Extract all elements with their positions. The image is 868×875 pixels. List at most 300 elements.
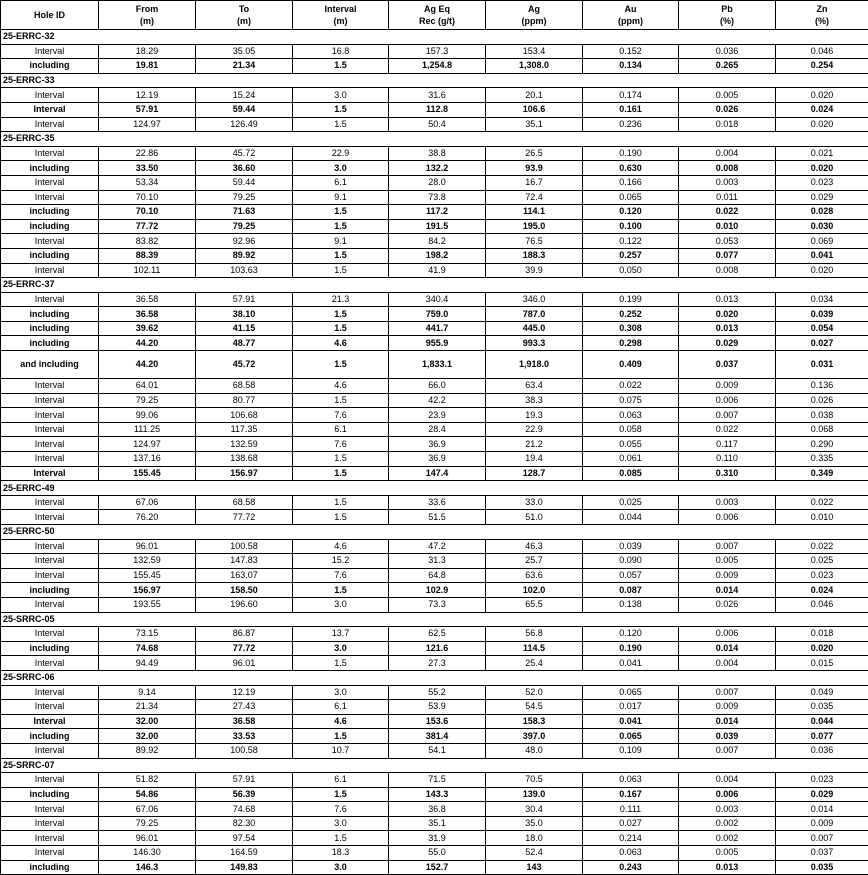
pb-value: 0.008 xyxy=(679,263,776,278)
ag-eq-value: 147.4 xyxy=(389,466,486,481)
table-row xyxy=(1,568,868,583)
ag-eq-value: 153.6 xyxy=(389,714,486,729)
interval-value: 4.6 xyxy=(293,379,389,394)
zn-value: 0.027 xyxy=(776,336,868,351)
au-value: 0.041 xyxy=(583,656,679,671)
interval-label: including xyxy=(1,307,99,322)
table-row xyxy=(1,831,868,846)
zn-value: 0.349 xyxy=(776,466,868,481)
hole-id-row xyxy=(1,670,868,685)
pb-value: 0.002 xyxy=(679,816,776,831)
ag-value: 52.4 xyxy=(486,846,583,861)
from-value: 33.50 xyxy=(99,161,196,176)
zn-value: 0.022 xyxy=(776,539,868,554)
interval-value: 1.5 xyxy=(293,117,389,132)
to-value: 100.58 xyxy=(196,539,293,554)
zn-value: 0.014 xyxy=(776,802,868,817)
zn-value: 0.020 xyxy=(776,263,868,278)
to-value: 33.53 xyxy=(196,729,293,744)
interval-value: 21.3 xyxy=(293,292,389,307)
zn-value: 0.024 xyxy=(776,102,868,117)
pb-value: 0.110 xyxy=(679,452,776,467)
interval-value: 1.5 xyxy=(293,205,389,220)
table-row xyxy=(1,117,868,132)
to-value: 106.68 xyxy=(196,408,293,423)
interval-value: 13.7 xyxy=(293,627,389,642)
interval-value: 1.5 xyxy=(293,466,389,481)
ag-value: 114.5 xyxy=(486,641,583,656)
interval-label: Interval xyxy=(1,379,99,394)
ag-eq-value: 112.8 xyxy=(389,102,486,117)
pb-value: 0.013 xyxy=(679,292,776,307)
to-value: 57.91 xyxy=(196,773,293,788)
ag-eq-value: 28.0 xyxy=(389,175,486,190)
table-row xyxy=(1,729,868,744)
interval-label: Interval xyxy=(1,44,99,59)
au-value: 0.041 xyxy=(583,714,679,729)
au-value: 0.298 xyxy=(583,336,679,351)
ag-value: 46.3 xyxy=(486,539,583,554)
zn-value: 0.020 xyxy=(776,161,868,176)
ag-value: 128.7 xyxy=(486,466,583,481)
ag-eq-value: 47.2 xyxy=(389,539,486,554)
from-value: 124.97 xyxy=(99,437,196,452)
column-header-ag-eq: Ag Eq Rec (g/t) xyxy=(389,1,486,30)
ag-eq-value: 71.5 xyxy=(389,773,486,788)
pb-value: 0.008 xyxy=(679,161,776,176)
ag-eq-value: 28.4 xyxy=(389,422,486,437)
ag-eq-value: 36.9 xyxy=(389,452,486,467)
zn-value: 0.046 xyxy=(776,597,868,612)
table-row xyxy=(1,379,868,394)
ag-eq-value: 35.1 xyxy=(389,816,486,831)
ag-value: 114.1 xyxy=(486,205,583,220)
table-row xyxy=(1,321,868,336)
from-value: 155.45 xyxy=(99,466,196,481)
table-row xyxy=(1,205,868,220)
au-value: 0.087 xyxy=(583,583,679,598)
ag-value: 70.5 xyxy=(486,773,583,788)
ag-eq-value: 62.5 xyxy=(389,627,486,642)
interval-label: including xyxy=(1,219,99,234)
ag-eq-value: 381.4 xyxy=(389,729,486,744)
to-value: 147.83 xyxy=(196,554,293,569)
interval-label: Interval xyxy=(1,466,99,481)
from-value: 83.82 xyxy=(99,234,196,249)
interval-label: including xyxy=(1,729,99,744)
from-value: 132.59 xyxy=(99,554,196,569)
from-value: 18.29 xyxy=(99,44,196,59)
interval-value: 1.5 xyxy=(293,495,389,510)
interval-value: 6.1 xyxy=(293,700,389,715)
to-value: 38.10 xyxy=(196,307,293,322)
ag-eq-value: 36.8 xyxy=(389,802,486,817)
au-value: 0.111 xyxy=(583,802,679,817)
zn-value: 0.069 xyxy=(776,234,868,249)
pb-value: 0.009 xyxy=(679,379,776,394)
interval-label: Interval xyxy=(1,510,99,525)
zn-value: 0.021 xyxy=(776,146,868,161)
interval-value: 7.6 xyxy=(293,437,389,452)
zn-value: 0.009 xyxy=(776,816,868,831)
zn-value: 0.068 xyxy=(776,422,868,437)
ag-value: 188.3 xyxy=(486,248,583,263)
from-value: 102.11 xyxy=(99,263,196,278)
to-value: 103.63 xyxy=(196,263,293,278)
table-row xyxy=(1,393,868,408)
au-value: 0.166 xyxy=(583,175,679,190)
to-value: 45.72 xyxy=(196,146,293,161)
from-value: 94.49 xyxy=(99,656,196,671)
ag-eq-value: 31.6 xyxy=(389,88,486,103)
zn-value: 0.054 xyxy=(776,321,868,336)
zn-value: 0.010 xyxy=(776,510,868,525)
au-value: 0.308 xyxy=(583,321,679,336)
ag-value: 51.0 xyxy=(486,510,583,525)
zn-value: 0.031 xyxy=(776,351,868,379)
zn-value: 0.335 xyxy=(776,452,868,467)
zn-value: 0.026 xyxy=(776,393,868,408)
ag-eq-value: 157.3 xyxy=(389,44,486,59)
ag-eq-value: 31.3 xyxy=(389,554,486,569)
interval-value: 1.5 xyxy=(293,656,389,671)
ag-eq-value: 42.2 xyxy=(389,393,486,408)
ag-value: 787.0 xyxy=(486,307,583,322)
hole-id: 25-ERRC-50 xyxy=(1,525,868,540)
pb-value: 0.009 xyxy=(679,700,776,715)
au-value: 0.058 xyxy=(583,422,679,437)
to-value: 158.50 xyxy=(196,583,293,598)
interval-value: 6.1 xyxy=(293,422,389,437)
zn-value: 0.020 xyxy=(776,88,868,103)
pb-value: 0.004 xyxy=(679,656,776,671)
au-value: 0.039 xyxy=(583,539,679,554)
ag-value: 153.4 xyxy=(486,44,583,59)
column-header-ag: Ag (ppm) xyxy=(486,1,583,30)
zn-value: 0.029 xyxy=(776,787,868,802)
from-value: 67.06 xyxy=(99,495,196,510)
to-value: 36.58 xyxy=(196,714,293,729)
table-row xyxy=(1,146,868,161)
interval-value: 7.6 xyxy=(293,408,389,423)
to-value: 41.15 xyxy=(196,321,293,336)
au-value: 0.152 xyxy=(583,44,679,59)
table-row xyxy=(1,263,868,278)
ag-eq-value: 955.9 xyxy=(389,336,486,351)
table-row xyxy=(1,773,868,788)
table-row xyxy=(1,787,868,802)
ag-eq-value: 340.4 xyxy=(389,292,486,307)
interval-value: 18.3 xyxy=(293,846,389,861)
from-value: 32.00 xyxy=(99,714,196,729)
ag-eq-value: 84.2 xyxy=(389,234,486,249)
zn-value: 0.077 xyxy=(776,729,868,744)
ag-value: 106.6 xyxy=(486,102,583,117)
to-value: 82.30 xyxy=(196,816,293,831)
ag-eq-value: 55.2 xyxy=(389,685,486,700)
ag-value: 48.0 xyxy=(486,743,583,758)
zn-value: 0.041 xyxy=(776,248,868,263)
from-value: 39.62 xyxy=(99,321,196,336)
from-value: 193.55 xyxy=(99,597,196,612)
ag-value: 52.0 xyxy=(486,685,583,700)
interval-value: 1.5 xyxy=(293,59,389,74)
au-value: 0.057 xyxy=(583,568,679,583)
hole-id-row xyxy=(1,758,868,773)
interval-value: 15.2 xyxy=(293,554,389,569)
column-header-from: From (m) xyxy=(99,1,196,30)
zn-value: 0.022 xyxy=(776,495,868,510)
to-value: 100.58 xyxy=(196,743,293,758)
hole-id: 25-ERRC-32 xyxy=(1,30,868,45)
table-row xyxy=(1,597,868,612)
pb-value: 0.007 xyxy=(679,539,776,554)
interval-value: 4.6 xyxy=(293,714,389,729)
table-row xyxy=(1,510,868,525)
to-value: 12.19 xyxy=(196,685,293,700)
hole-id: 25-SRRC-07 xyxy=(1,758,868,773)
interval-value: 1.5 xyxy=(293,102,389,117)
pb-value: 0.004 xyxy=(679,146,776,161)
ag-eq-value: 66.0 xyxy=(389,379,486,394)
interval-label: Interval xyxy=(1,190,99,205)
hole-id: 25-ERRC-49 xyxy=(1,481,868,496)
au-value: 0.134 xyxy=(583,59,679,74)
ag-value: 21.2 xyxy=(486,437,583,452)
hole-id-row xyxy=(1,73,868,88)
table-row xyxy=(1,102,868,117)
to-value: 74.68 xyxy=(196,802,293,817)
table-row xyxy=(1,307,868,322)
to-value: 164.59 xyxy=(196,846,293,861)
ag-eq-value: 1,833.1 xyxy=(389,351,486,379)
zn-value: 0.290 xyxy=(776,437,868,452)
interval-label: Interval xyxy=(1,408,99,423)
ag-value: 22.9 xyxy=(486,422,583,437)
pb-value: 0.310 xyxy=(679,466,776,481)
ag-eq-value: 33.6 xyxy=(389,495,486,510)
ag-value: 33.0 xyxy=(486,495,583,510)
ag-eq-value: 441.7 xyxy=(389,321,486,336)
pb-value: 0.007 xyxy=(679,408,776,423)
ag-value: 26.5 xyxy=(486,146,583,161)
pb-value: 0.005 xyxy=(679,554,776,569)
to-value: 68.58 xyxy=(196,379,293,394)
au-value: 0.063 xyxy=(583,408,679,423)
zn-value: 0.044 xyxy=(776,714,868,729)
to-value: 79.25 xyxy=(196,219,293,234)
zn-value: 0.007 xyxy=(776,831,868,846)
au-value: 0.022 xyxy=(583,379,679,394)
ag-eq-value: 50.4 xyxy=(389,117,486,132)
ag-value: 993.3 xyxy=(486,336,583,351)
au-value: 0.090 xyxy=(583,554,679,569)
table-row xyxy=(1,627,868,642)
pb-value: 0.013 xyxy=(679,860,776,875)
ag-eq-value: 1,254.8 xyxy=(389,59,486,74)
ag-value: 19.4 xyxy=(486,452,583,467)
to-value: 79.25 xyxy=(196,190,293,205)
from-value: 67.06 xyxy=(99,802,196,817)
ag-eq-value: 132.2 xyxy=(389,161,486,176)
ag-value: 54.5 xyxy=(486,700,583,715)
pb-value: 0.029 xyxy=(679,336,776,351)
au-value: 0.085 xyxy=(583,466,679,481)
from-value: 51.82 xyxy=(99,773,196,788)
interval-value: 10.7 xyxy=(293,743,389,758)
ag-eq-value: 121.6 xyxy=(389,641,486,656)
zn-value: 0.039 xyxy=(776,307,868,322)
ag-eq-value: 41.9 xyxy=(389,263,486,278)
ag-value: 143 xyxy=(486,860,583,875)
to-value: 196.60 xyxy=(196,597,293,612)
table-row xyxy=(1,452,868,467)
pb-value: 0.265 xyxy=(679,59,776,74)
to-value: 132.59 xyxy=(196,437,293,452)
ag-value: 102.0 xyxy=(486,583,583,598)
interval-label: Interval xyxy=(1,554,99,569)
from-value: 156.97 xyxy=(99,583,196,598)
from-value: 73.15 xyxy=(99,627,196,642)
pb-value: 0.005 xyxy=(679,846,776,861)
interval-value: 1.5 xyxy=(293,321,389,336)
zn-value: 0.136 xyxy=(776,379,868,394)
interval-label: Interval xyxy=(1,846,99,861)
interval-label: Interval xyxy=(1,831,99,846)
interval-value: 16.8 xyxy=(293,44,389,59)
au-value: 0.063 xyxy=(583,773,679,788)
ag-eq-value: 64.8 xyxy=(389,568,486,583)
interval-label: including xyxy=(1,248,99,263)
interval-label: including xyxy=(1,205,99,220)
from-value: 44.20 xyxy=(99,336,196,351)
to-value: 56.39 xyxy=(196,787,293,802)
zn-value: 0.015 xyxy=(776,656,868,671)
to-value: 68.58 xyxy=(196,495,293,510)
au-value: 0.063 xyxy=(583,846,679,861)
interval-value: 1.5 xyxy=(293,729,389,744)
table-row xyxy=(1,437,868,452)
pb-value: 0.010 xyxy=(679,219,776,234)
table-header-row xyxy=(1,1,868,30)
interval-label: including xyxy=(1,336,99,351)
ag-value: 30.4 xyxy=(486,802,583,817)
from-value: 32.00 xyxy=(99,729,196,744)
to-value: 80.77 xyxy=(196,393,293,408)
ag-value: 20.1 xyxy=(486,88,583,103)
ag-eq-value: 36.9 xyxy=(389,437,486,452)
table-row xyxy=(1,161,868,176)
to-value: 59.44 xyxy=(196,102,293,117)
zn-value: 0.024 xyxy=(776,583,868,598)
zn-value: 0.023 xyxy=(776,773,868,788)
au-value: 0.044 xyxy=(583,510,679,525)
au-value: 0.100 xyxy=(583,219,679,234)
ag-value: 76.5 xyxy=(486,234,583,249)
from-value: 12.19 xyxy=(99,88,196,103)
table-row xyxy=(1,743,868,758)
to-value: 96.01 xyxy=(196,656,293,671)
ag-eq-value: 23.9 xyxy=(389,408,486,423)
from-value: 36.58 xyxy=(99,307,196,322)
au-value: 0.065 xyxy=(583,190,679,205)
table-row xyxy=(1,351,868,379)
interval-label: Interval xyxy=(1,816,99,831)
interval-value: 22.9 xyxy=(293,146,389,161)
to-value: 126.49 xyxy=(196,117,293,132)
interval-label: Interval xyxy=(1,597,99,612)
interval-label: Interval xyxy=(1,437,99,452)
zn-value: 0.038 xyxy=(776,408,868,423)
from-value: 155.45 xyxy=(99,568,196,583)
ag-value: 195.0 xyxy=(486,219,583,234)
ag-eq-value: 54.1 xyxy=(389,743,486,758)
ag-value: 25.4 xyxy=(486,656,583,671)
hole-id: 25-ERRC-33 xyxy=(1,73,868,88)
zn-value: 0.025 xyxy=(776,554,868,569)
from-value: 146.3 xyxy=(99,860,196,875)
ag-value: 93.9 xyxy=(486,161,583,176)
interval-value: 1.5 xyxy=(293,219,389,234)
interval-value: 3.0 xyxy=(293,685,389,700)
ag-value: 19.3 xyxy=(486,408,583,423)
interval-label: Interval xyxy=(1,685,99,700)
from-value: 70.10 xyxy=(99,205,196,220)
pb-value: 0.013 xyxy=(679,321,776,336)
to-value: 77.72 xyxy=(196,510,293,525)
zn-value: 0.037 xyxy=(776,846,868,861)
to-value: 149.83 xyxy=(196,860,293,875)
table-row xyxy=(1,802,868,817)
from-value: 79.25 xyxy=(99,816,196,831)
from-value: 96.01 xyxy=(99,539,196,554)
zn-value: 0.035 xyxy=(776,860,868,875)
from-value: 21.34 xyxy=(99,700,196,715)
au-value: 0.161 xyxy=(583,102,679,117)
interval-label: Interval xyxy=(1,146,99,161)
au-value: 0.055 xyxy=(583,437,679,452)
ag-eq-value: 191.5 xyxy=(389,219,486,234)
hole-id-row xyxy=(1,612,868,627)
interval-label: Interval xyxy=(1,292,99,307)
to-value: 71.63 xyxy=(196,205,293,220)
column-header-hole-id: Hole ID xyxy=(1,1,99,30)
pb-value: 0.003 xyxy=(679,802,776,817)
zn-value: 0.036 xyxy=(776,743,868,758)
to-value: 21.34 xyxy=(196,59,293,74)
pb-value: 0.002 xyxy=(679,831,776,846)
from-value: 44.20 xyxy=(99,351,196,379)
interval-value: 1.5 xyxy=(293,510,389,525)
interval-value: 1.5 xyxy=(293,263,389,278)
interval-label: Interval xyxy=(1,495,99,510)
ag-value: 72.4 xyxy=(486,190,583,205)
zn-value: 0.028 xyxy=(776,205,868,220)
to-value: 59.44 xyxy=(196,175,293,190)
interval-label: Interval xyxy=(1,234,99,249)
zn-value: 0.023 xyxy=(776,568,868,583)
from-value: 111.25 xyxy=(99,422,196,437)
pb-value: 0.020 xyxy=(679,307,776,322)
interval-value: 1.5 xyxy=(293,307,389,322)
au-value: 0.190 xyxy=(583,146,679,161)
ag-value: 35.0 xyxy=(486,816,583,831)
from-value: 57.91 xyxy=(99,102,196,117)
pb-value: 0.007 xyxy=(679,685,776,700)
pb-value: 0.014 xyxy=(679,714,776,729)
from-value: 79.25 xyxy=(99,393,196,408)
from-value: 77.72 xyxy=(99,219,196,234)
